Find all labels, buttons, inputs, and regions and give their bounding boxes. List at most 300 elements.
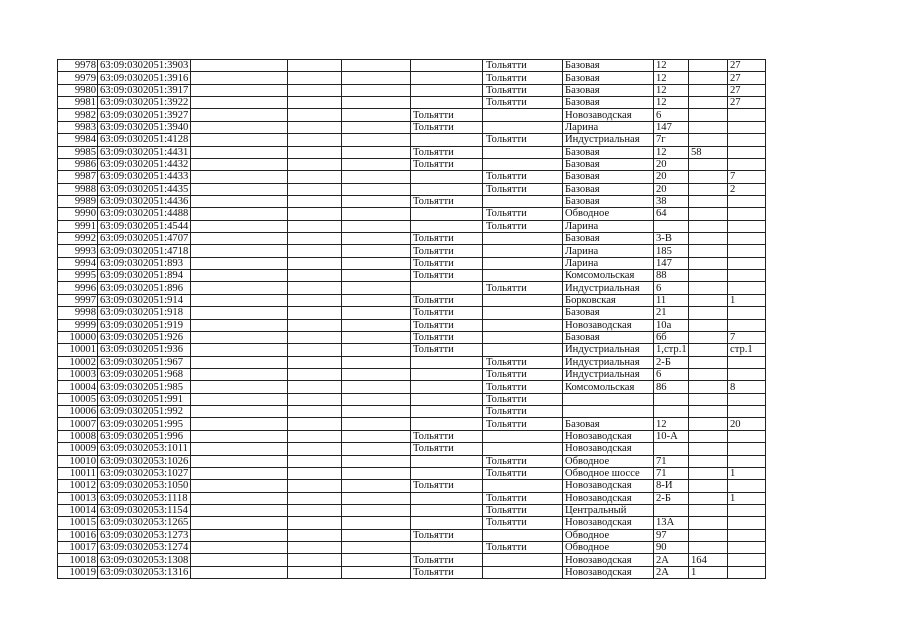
cell-city-b	[483, 430, 563, 442]
cell-street: Обводное	[563, 542, 654, 554]
cell-empty-a	[191, 294, 288, 306]
cell-empty-b	[288, 270, 342, 282]
cell-street: Ларина	[563, 257, 654, 269]
cell-city-b: Тольятти	[483, 72, 563, 84]
cell-house: 20	[654, 183, 689, 195]
cell-empty-a	[191, 109, 288, 121]
cell-unit	[728, 270, 766, 282]
cell-empty-a	[191, 146, 288, 158]
cell-building	[689, 443, 728, 455]
cell-street: Новозаводская	[563, 554, 654, 566]
table-row	[58, 542, 766, 554]
cell-cadastral-number: 63:09:0302051:996	[98, 430, 191, 442]
cell-building	[689, 270, 728, 282]
cell-empty-b	[288, 368, 342, 380]
cell-cadastral-number: 63:09:0302051:4718	[98, 245, 191, 257]
table-row	[58, 158, 766, 170]
table-row	[58, 220, 766, 232]
cell-building	[689, 356, 728, 368]
cell-empty-b	[288, 233, 342, 245]
cell-empty-c	[342, 393, 411, 405]
cell-city-a	[411, 208, 483, 220]
cell-unit	[728, 121, 766, 133]
cell-cadastral-number: 63:09:0302051:995	[98, 418, 191, 430]
cell-city-b	[483, 319, 563, 331]
cell-empty-a	[191, 480, 288, 492]
cell-row-number: 9991	[58, 220, 98, 232]
cell-street: Базовая	[563, 146, 654, 158]
cell-building	[689, 294, 728, 306]
cell-empty-a	[191, 455, 288, 467]
cell-house: 12	[654, 84, 689, 96]
cell-empty-b	[288, 554, 342, 566]
cell-building	[689, 220, 728, 232]
table-row	[58, 492, 766, 504]
cell-empty-c	[342, 542, 411, 554]
cell-street: Базовая	[563, 72, 654, 84]
cell-unit	[728, 517, 766, 529]
table-row	[58, 443, 766, 455]
cell-building	[689, 233, 728, 245]
cell-building	[689, 393, 728, 405]
cell-unit	[728, 529, 766, 541]
cell-cadastral-number: 63:09:0302053:1265	[98, 517, 191, 529]
cell-city-b	[483, 158, 563, 170]
cell-row-number: 9990	[58, 208, 98, 220]
cell-row-number: 10018	[58, 554, 98, 566]
cell-city-a: Тольятти	[411, 270, 483, 282]
cell-city-b: Тольятти	[483, 418, 563, 430]
cell-cadastral-number: 63:09:0302051:3917	[98, 84, 191, 96]
cell-city-b	[483, 146, 563, 158]
cell-city-a: Тольятти	[411, 554, 483, 566]
cell-empty-b	[288, 245, 342, 257]
cell-unit	[728, 109, 766, 121]
cell-cadastral-number: 63:09:0302051:967	[98, 356, 191, 368]
cell-cadastral-number: 63:09:0302051:4436	[98, 195, 191, 207]
cell-empty-b	[288, 195, 342, 207]
cell-empty-a	[191, 467, 288, 479]
cell-row-number: 9992	[58, 233, 98, 245]
cell-cadastral-number: 63:09:0302053:1026	[98, 455, 191, 467]
cell-building	[689, 109, 728, 121]
cell-row-number: 10014	[58, 504, 98, 516]
cell-row-number: 9997	[58, 294, 98, 306]
table-row	[58, 134, 766, 146]
table-row	[58, 97, 766, 109]
cell-empty-a	[191, 406, 288, 418]
cell-city-b: Тольятти	[483, 171, 563, 183]
cell-city-b	[483, 344, 563, 356]
cell-cadastral-number: 63:09:0302053:1274	[98, 542, 191, 554]
cell-city-a	[411, 183, 483, 195]
cell-cadastral-number: 63:09:0302051:4128	[98, 134, 191, 146]
cell-city-b: Тольятти	[483, 467, 563, 479]
cell-unit	[728, 455, 766, 467]
cell-row-number: 9987	[58, 171, 98, 183]
cell-empty-a	[191, 60, 288, 72]
table-row	[58, 319, 766, 331]
cell-empty-c	[342, 257, 411, 269]
cell-city-b	[483, 480, 563, 492]
table-row	[58, 146, 766, 158]
cell-street: Обводное	[563, 208, 654, 220]
table-row	[58, 183, 766, 195]
cell-row-number: 10003	[58, 368, 98, 380]
cell-city-a: Тольятти	[411, 344, 483, 356]
cell-city-a: Тольятти	[411, 233, 483, 245]
table-row	[58, 381, 766, 393]
cell-city-b	[483, 294, 563, 306]
cell-empty-a	[191, 307, 288, 319]
cell-building	[689, 542, 728, 554]
cell-empty-c	[342, 146, 411, 158]
cell-row-number: 10007	[58, 418, 98, 430]
cell-empty-a	[191, 443, 288, 455]
cell-city-a: Тольятти	[411, 245, 483, 257]
cell-unit: 7	[728, 331, 766, 343]
cell-building	[689, 60, 728, 72]
table-row	[58, 72, 766, 84]
cell-row-number: 10011	[58, 467, 98, 479]
table-row	[58, 393, 766, 405]
cell-city-b: Тольятти	[483, 455, 563, 467]
table-row	[58, 344, 766, 356]
cell-row-number: 10012	[58, 480, 98, 492]
cell-empty-b	[288, 183, 342, 195]
cell-empty-b	[288, 282, 342, 294]
table-row	[58, 529, 766, 541]
cell-unit	[728, 220, 766, 232]
cell-street: Индустриальная	[563, 356, 654, 368]
cell-empty-c	[342, 467, 411, 479]
cell-empty-b	[288, 134, 342, 146]
cell-house: 6	[654, 109, 689, 121]
cell-row-number: 10013	[58, 492, 98, 504]
cell-street: Индустриальная	[563, 282, 654, 294]
cell-city-a	[411, 368, 483, 380]
cell-empty-c	[342, 183, 411, 195]
cell-city-b: Тольятти	[483, 406, 563, 418]
cell-empty-c	[342, 443, 411, 455]
cell-street	[563, 406, 654, 418]
cell-street: Комсомольская	[563, 270, 654, 282]
cell-empty-c	[342, 208, 411, 220]
cell-cadastral-number: 63:09:0302053:1308	[98, 554, 191, 566]
cell-empty-c	[342, 307, 411, 319]
cell-row-number: 9985	[58, 146, 98, 158]
cell-house: 1,стр.1	[654, 344, 689, 356]
cell-street: Ларина	[563, 245, 654, 257]
cell-row-number: 9982	[58, 109, 98, 121]
cell-unit	[728, 245, 766, 257]
cell-city-b: Тольятти	[483, 517, 563, 529]
cell-empty-a	[191, 84, 288, 96]
cell-empty-b	[288, 467, 342, 479]
cell-cadastral-number: 63:09:0302051:936	[98, 344, 191, 356]
cell-empty-c	[342, 171, 411, 183]
cell-row-number: 9986	[58, 158, 98, 170]
table-row	[58, 455, 766, 467]
cell-row-number: 9993	[58, 245, 98, 257]
cell-unit	[728, 480, 766, 492]
cell-cadastral-number: 63:09:0302051:991	[98, 393, 191, 405]
cell-empty-a	[191, 245, 288, 257]
cell-empty-b	[288, 480, 342, 492]
cell-row-number: 9983	[58, 121, 98, 133]
cell-cadastral-number: 63:09:0302051:3916	[98, 72, 191, 84]
cell-cadastral-number: 63:09:0302053:1118	[98, 492, 191, 504]
cell-row-number: 10000	[58, 331, 98, 343]
cell-unit	[728, 393, 766, 405]
cell-empty-c	[342, 294, 411, 306]
cell-unit	[728, 319, 766, 331]
cell-building	[689, 381, 728, 393]
cell-row-number: 10019	[58, 566, 98, 578]
cell-empty-a	[191, 134, 288, 146]
cell-city-b	[483, 257, 563, 269]
cell-house: 2-Б	[654, 492, 689, 504]
cell-empty-b	[288, 566, 342, 578]
cell-building	[689, 257, 728, 269]
cell-empty-a	[191, 381, 288, 393]
cell-house: 7г	[654, 134, 689, 146]
table-row	[58, 171, 766, 183]
cell-building	[689, 368, 728, 380]
cell-city-a	[411, 72, 483, 84]
cell-city-b	[483, 307, 563, 319]
cell-unit	[728, 368, 766, 380]
cell-empty-c	[342, 233, 411, 245]
cell-cadastral-number: 63:09:0302053:1027	[98, 467, 191, 479]
cell-city-b: Тольятти	[483, 492, 563, 504]
cell-empty-b	[288, 331, 342, 343]
cell-city-b: Тольятти	[483, 504, 563, 516]
cell-city-a	[411, 220, 483, 232]
cell-street: Борковская	[563, 294, 654, 306]
cell-cadastral-number: 63:09:0302051:3940	[98, 121, 191, 133]
cell-house: 86	[654, 381, 689, 393]
cell-empty-a	[191, 97, 288, 109]
table-row	[58, 467, 766, 479]
cell-building	[689, 245, 728, 257]
cell-empty-a	[191, 195, 288, 207]
cell-row-number: 9980	[58, 84, 98, 96]
cell-empty-a	[191, 517, 288, 529]
cell-city-b: Тольятти	[483, 208, 563, 220]
cell-empty-b	[288, 344, 342, 356]
cell-city-b	[483, 331, 563, 343]
cell-building	[689, 455, 728, 467]
cell-unit	[728, 406, 766, 418]
cell-city-b: Тольятти	[483, 542, 563, 554]
cell-unit	[728, 554, 766, 566]
cell-street: Базовая	[563, 233, 654, 245]
cell-house: 71	[654, 467, 689, 479]
cell-empty-a	[191, 554, 288, 566]
cell-building	[689, 430, 728, 442]
cell-empty-b	[288, 121, 342, 133]
table-row	[58, 270, 766, 282]
cell-empty-b	[288, 208, 342, 220]
cell-empty-a	[191, 233, 288, 245]
cell-empty-b	[288, 257, 342, 269]
cell-house: 6	[654, 368, 689, 380]
cell-empty-c	[342, 195, 411, 207]
cell-street: Ларина	[563, 220, 654, 232]
cell-empty-a	[191, 542, 288, 554]
cell-street: Базовая	[563, 158, 654, 170]
cell-unit	[728, 282, 766, 294]
cell-row-number: 10006	[58, 406, 98, 418]
cell-building	[689, 183, 728, 195]
cell-city-b	[483, 233, 563, 245]
cell-city-b: Тольятти	[483, 97, 563, 109]
table-row	[58, 233, 766, 245]
cell-row-number: 10004	[58, 381, 98, 393]
cell-building: 58	[689, 146, 728, 158]
cell-street: Базовая	[563, 84, 654, 96]
cell-empty-b	[288, 455, 342, 467]
cell-empty-a	[191, 171, 288, 183]
cell-house: 64	[654, 208, 689, 220]
table-row	[58, 121, 766, 133]
cell-row-number: 10010	[58, 455, 98, 467]
cell-cadastral-number: 63:09:0302051:4432	[98, 158, 191, 170]
cell-empty-b	[288, 542, 342, 554]
table-body	[58, 60, 766, 579]
cell-unit: 20	[728, 418, 766, 430]
cell-house: 2А	[654, 554, 689, 566]
cell-unit	[728, 307, 766, 319]
cell-house	[654, 393, 689, 405]
cell-city-a	[411, 60, 483, 72]
cell-empty-c	[342, 134, 411, 146]
cell-cadastral-number: 63:09:0302053:1011	[98, 443, 191, 455]
cell-cadastral-number: 63:09:0302051:896	[98, 282, 191, 294]
cell-city-a	[411, 97, 483, 109]
cell-empty-c	[342, 270, 411, 282]
cell-unit	[728, 208, 766, 220]
cell-empty-b	[288, 517, 342, 529]
table-row	[58, 368, 766, 380]
cell-street: Новозаводская	[563, 430, 654, 442]
cell-city-b	[483, 443, 563, 455]
cell-building	[689, 282, 728, 294]
cell-row-number: 10002	[58, 356, 98, 368]
cell-cadastral-number: 63:09:0302051:4544	[98, 220, 191, 232]
cell-row-number: 10008	[58, 430, 98, 442]
table-row	[58, 84, 766, 96]
cell-empty-a	[191, 529, 288, 541]
cell-empty-c	[342, 356, 411, 368]
cell-street: Базовая	[563, 418, 654, 430]
cell-unit: 1	[728, 294, 766, 306]
cell-empty-b	[288, 220, 342, 232]
cell-house: 10а	[654, 319, 689, 331]
cell-city-a	[411, 393, 483, 405]
cell-empty-a	[191, 270, 288, 282]
cell-empty-c	[342, 566, 411, 578]
cell-empty-a	[191, 257, 288, 269]
cell-city-a: Тольятти	[411, 529, 483, 541]
cell-house: 12	[654, 72, 689, 84]
cell-empty-b	[288, 492, 342, 504]
cell-city-a: Тольятти	[411, 480, 483, 492]
table-row	[58, 554, 766, 566]
cell-cadastral-number: 63:09:0302051:894	[98, 270, 191, 282]
cell-unit: 27	[728, 97, 766, 109]
cell-empty-c	[342, 418, 411, 430]
cell-city-a: Тольятти	[411, 257, 483, 269]
cell-row-number: 9984	[58, 134, 98, 146]
cell-cadastral-number: 63:09:0302053:1154	[98, 504, 191, 516]
cell-empty-b	[288, 529, 342, 541]
cell-city-a: Тольятти	[411, 294, 483, 306]
cell-street	[563, 393, 654, 405]
table-row	[58, 294, 766, 306]
cell-empty-a	[191, 356, 288, 368]
cell-empty-b	[288, 97, 342, 109]
cell-building	[689, 72, 728, 84]
cell-empty-b	[288, 84, 342, 96]
cell-city-a: Тольятти	[411, 566, 483, 578]
cell-unit	[728, 566, 766, 578]
cell-building	[689, 208, 728, 220]
cell-city-a: Тольятти	[411, 331, 483, 343]
cell-city-a: Тольятти	[411, 121, 483, 133]
cell-empty-a	[191, 344, 288, 356]
cell-empty-b	[288, 319, 342, 331]
cell-city-b	[483, 554, 563, 566]
cell-row-number: 10001	[58, 344, 98, 356]
cell-street: Новозаводская	[563, 109, 654, 121]
table-row	[58, 430, 766, 442]
cell-empty-a	[191, 282, 288, 294]
cell-building	[689, 492, 728, 504]
cell-empty-c	[342, 344, 411, 356]
cell-street: Базовая	[563, 60, 654, 72]
cell-house: 12	[654, 146, 689, 158]
cell-cadastral-number: 63:09:0302051:968	[98, 368, 191, 380]
cell-cadastral-number: 63:09:0302051:992	[98, 406, 191, 418]
cell-house: 13А	[654, 517, 689, 529]
cell-street: Новозаводская	[563, 492, 654, 504]
cell-empty-c	[342, 406, 411, 418]
cell-cadastral-number: 63:09:0302053:1050	[98, 480, 191, 492]
cell-street: Комсомольская	[563, 381, 654, 393]
table-row	[58, 418, 766, 430]
cell-unit	[728, 542, 766, 554]
cell-row-number: 9979	[58, 72, 98, 84]
cell-empty-a	[191, 418, 288, 430]
cell-empty-c	[342, 554, 411, 566]
cell-empty-b	[288, 430, 342, 442]
registry-table	[57, 59, 766, 579]
cell-city-a	[411, 504, 483, 516]
cell-city-a	[411, 406, 483, 418]
cell-house: 12	[654, 418, 689, 430]
cell-empty-c	[342, 158, 411, 170]
cell-city-a	[411, 418, 483, 430]
cell-cadastral-number: 63:09:0302053:1273	[98, 529, 191, 541]
cell-unit: 1	[728, 467, 766, 479]
cell-empty-b	[288, 307, 342, 319]
cell-city-b: Тольятти	[483, 220, 563, 232]
cell-house: 71	[654, 455, 689, 467]
cell-street: Индустриальная	[563, 134, 654, 146]
cell-street: Новозаводская	[563, 443, 654, 455]
